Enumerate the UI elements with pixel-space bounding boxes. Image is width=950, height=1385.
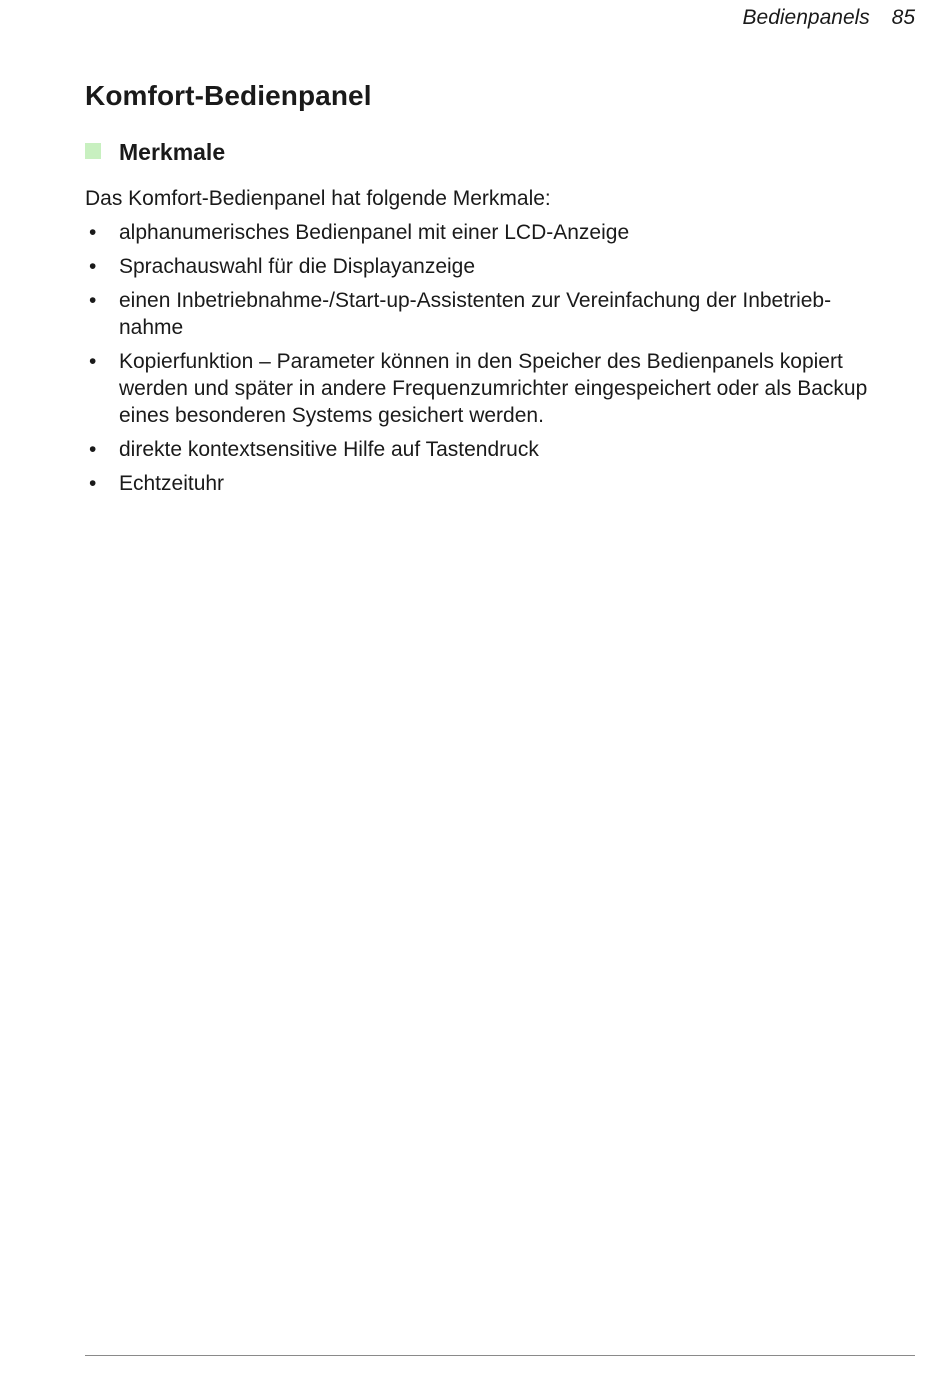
list-item-line: Echtzeituhr: [119, 472, 225, 495]
list-item-line: alphanumerisches Bedienpanel mit einer LCD-Anzeige: [119, 221, 630, 244]
bullet-icon: •: [89, 289, 97, 312]
intro-paragraph: Das Komfort-Bedienpanel hat folgende Merkmale:: [85, 187, 551, 210]
bullet-icon: •: [89, 438, 97, 461]
list-item: [85, 436, 915, 463]
bullet-icon: •: [89, 472, 97, 495]
list-item: [85, 348, 915, 429]
bullet-icon: •: [89, 350, 97, 373]
list-item-line: Sprachauswahl für die Displayanzeige: [119, 255, 476, 278]
list-item-line: einen Inbetriebnahme-/Start-up-Assistenten zur Vereinfachung der Inbetrieb-: [119, 289, 832, 312]
list-item-line: direkte kontextsensitive Hilfe auf Tastendruck: [119, 438, 539, 461]
running-header: [743, 6, 915, 30]
list-item: [85, 470, 915, 497]
section-heading: [85, 139, 225, 166]
list-item-line: nahme: [119, 316, 184, 339]
feature-list: [85, 219, 915, 504]
square-bullet-icon: [85, 143, 101, 159]
list-item-line: Kopierfunktion – Parameter können in den Speicher des Bedienpanels kopiert: [119, 350, 843, 373]
page-title: Komfort-Bedienpanel: [85, 80, 372, 111]
list-item-line: eines besonderen Systems gesichert werden.: [119, 404, 544, 427]
list-item-line: werden und später in andere Frequenzumrichter eingespeichert oder als Backup: [119, 377, 868, 400]
running-header-section: Bedienpanels: [742, 6, 870, 29]
bullet-icon: •: [89, 221, 97, 244]
section-heading-label: Merkmale: [119, 139, 226, 165]
page-number: 85: [891, 6, 915, 29]
footer-rule: [85, 1355, 915, 1356]
list-item: [85, 253, 915, 280]
bullet-icon: •: [89, 255, 97, 278]
list-item: [85, 219, 915, 246]
list-item: [85, 287, 915, 341]
